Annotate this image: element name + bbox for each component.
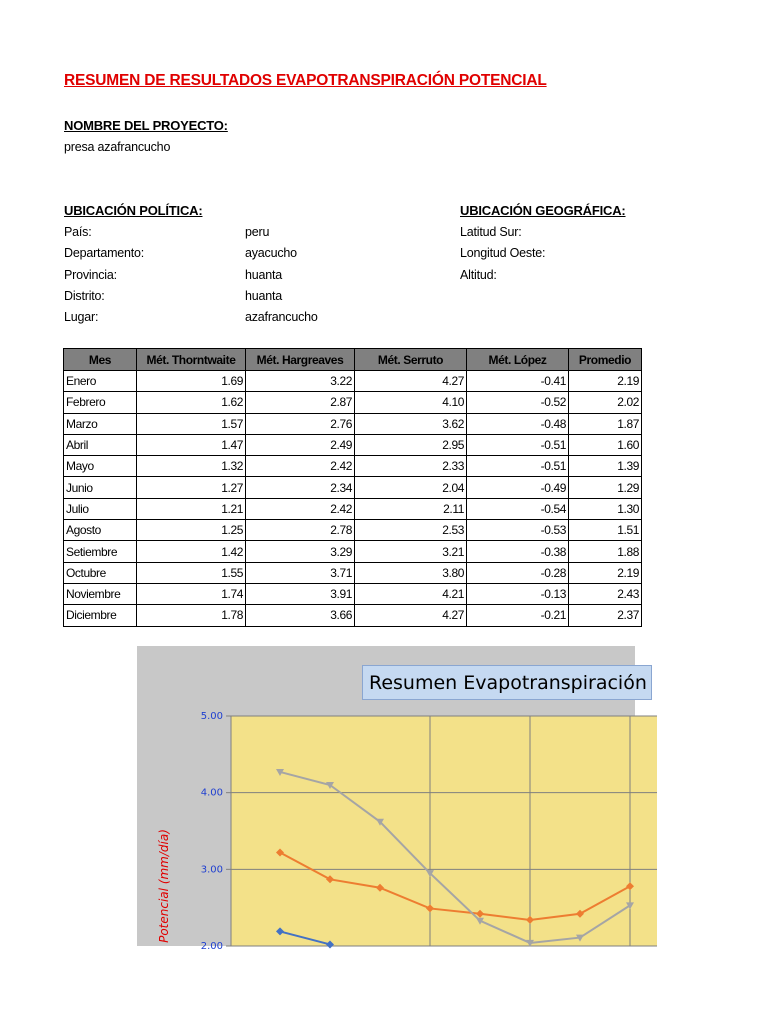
cell-lopez: -0.52 bbox=[467, 392, 569, 413]
cell-month: Octubre bbox=[64, 562, 137, 583]
cell-thornthwaite: 1.21 bbox=[137, 498, 246, 519]
results-table bbox=[63, 348, 642, 627]
cell-average: 1.60 bbox=[569, 434, 642, 455]
cell-hargreaves: 3.91 bbox=[246, 583, 355, 604]
cell-lopez: -0.48 bbox=[467, 413, 569, 434]
cell-thornthwaite: 1.32 bbox=[137, 456, 246, 477]
cell-hargreaves: 3.71 bbox=[246, 562, 355, 583]
department-value: ayacucho bbox=[245, 246, 297, 260]
cell-serruto: 2.04 bbox=[355, 477, 467, 498]
cell-serruto: 3.21 bbox=[355, 541, 467, 562]
table-row bbox=[64, 477, 642, 498]
cell-average: 1.87 bbox=[569, 413, 642, 434]
y-tick-label: 5.00 bbox=[200, 711, 223, 722]
cell-thornthwaite: 1.69 bbox=[137, 371, 246, 392]
cell-month: Julio bbox=[64, 498, 137, 519]
cell-lopez: -0.41 bbox=[467, 371, 569, 392]
table-row bbox=[64, 498, 642, 519]
cell-serruto: 2.95 bbox=[355, 434, 467, 455]
cell-serruto: 4.10 bbox=[355, 392, 467, 413]
cell-thornthwaite: 1.25 bbox=[137, 520, 246, 541]
altitude-label: Altitud: bbox=[460, 268, 497, 282]
cell-lopez: -0.54 bbox=[467, 498, 569, 519]
col-header-lopez: Mét. López bbox=[467, 349, 569, 371]
y-tick-label: 2.00 bbox=[200, 941, 223, 952]
cell-lopez: -0.28 bbox=[467, 562, 569, 583]
col-header-serruto: Mét. Serruto bbox=[355, 349, 467, 371]
department-label: Departamento: bbox=[64, 246, 145, 260]
province-label: Provincia: bbox=[64, 268, 117, 282]
geographic-location-label: UBICACIÓN GEOGRÁFICA: bbox=[460, 203, 626, 218]
y-axis-label: Potencial (mm/día) bbox=[157, 829, 171, 943]
col-header-thornthwaite: Mét. Thorntwaite bbox=[137, 349, 246, 371]
cell-month: Noviembre bbox=[64, 583, 137, 604]
cell-month: Agosto bbox=[64, 520, 137, 541]
table-row bbox=[64, 371, 642, 392]
cell-lopez: -0.13 bbox=[467, 583, 569, 604]
cell-serruto: 4.27 bbox=[355, 371, 467, 392]
cell-thornthwaite: 1.74 bbox=[137, 583, 246, 604]
cell-lopez: -0.51 bbox=[467, 456, 569, 477]
latitude-label: Latitud Sur: bbox=[460, 225, 522, 239]
chart-title: Resumen Evapotranspiración bbox=[362, 665, 652, 700]
cell-lopez: -0.49 bbox=[467, 477, 569, 498]
country-label: País: bbox=[64, 225, 92, 239]
evapotranspiration-chart bbox=[137, 646, 647, 952]
col-header-month: Mes bbox=[64, 349, 137, 371]
place-label: Lugar: bbox=[64, 310, 99, 324]
cell-month: Enero bbox=[64, 371, 137, 392]
table-row bbox=[64, 392, 642, 413]
table-row bbox=[64, 434, 642, 455]
y-tick-label: 3.00 bbox=[200, 864, 223, 876]
cell-hargreaves: 2.87 bbox=[246, 392, 355, 413]
plot-area bbox=[231, 716, 657, 946]
district-label: Distrito: bbox=[64, 289, 105, 303]
cell-hargreaves: 2.76 bbox=[246, 413, 355, 434]
cell-hargreaves: 3.66 bbox=[246, 605, 355, 626]
cell-lopez: -0.21 bbox=[467, 605, 569, 626]
cell-thornthwaite: 1.78 bbox=[137, 605, 246, 626]
cell-thornthwaite: 1.27 bbox=[137, 477, 246, 498]
cell-thornthwaite: 1.47 bbox=[137, 434, 246, 455]
province-value: huanta bbox=[245, 268, 283, 282]
cell-month: Marzo bbox=[64, 413, 137, 434]
cell-month: Abril bbox=[64, 434, 137, 455]
cell-lopez: -0.38 bbox=[467, 541, 569, 562]
cell-hargreaves: 2.34 bbox=[246, 477, 355, 498]
cell-thornthwaite: 1.62 bbox=[137, 392, 246, 413]
table-row bbox=[64, 583, 642, 604]
country-value: peru bbox=[245, 225, 270, 239]
cell-thornthwaite: 1.42 bbox=[137, 541, 246, 562]
cell-serruto: 2.33 bbox=[355, 456, 467, 477]
cell-month: Diciembre bbox=[64, 605, 137, 626]
cell-thornthwaite: 1.57 bbox=[137, 413, 246, 434]
cell-average: 1.51 bbox=[569, 520, 642, 541]
cell-lopez: -0.53 bbox=[467, 520, 569, 541]
cell-average: 2.02 bbox=[569, 392, 642, 413]
cell-serruto: 4.27 bbox=[355, 605, 467, 626]
cell-hargreaves: 2.49 bbox=[246, 434, 355, 455]
table-header-row bbox=[64, 349, 642, 371]
cell-hargreaves: 2.42 bbox=[246, 456, 355, 477]
col-header-average: Promedio bbox=[569, 349, 642, 371]
table-body bbox=[64, 371, 642, 627]
cell-serruto: 2.53 bbox=[355, 520, 467, 541]
cell-serruto: 3.80 bbox=[355, 562, 467, 583]
cell-average: 2.19 bbox=[569, 562, 642, 583]
cell-hargreaves: 2.78 bbox=[246, 520, 355, 541]
cell-month: Febrero bbox=[64, 392, 137, 413]
cell-hargreaves: 3.29 bbox=[246, 541, 355, 562]
cell-average: 1.29 bbox=[569, 477, 642, 498]
cell-average: 2.19 bbox=[569, 371, 642, 392]
project-label: NOMBRE DEL PROYECTO: bbox=[64, 118, 228, 133]
project-name: presa azafrancucho bbox=[64, 140, 171, 154]
cell-serruto: 2.11 bbox=[355, 498, 467, 519]
political-location-label: UBICACIÓN POLÍTICA: bbox=[64, 203, 203, 218]
district-value: huanta bbox=[245, 289, 283, 303]
report-title: RESUMEN DE RESULTADOS EVAPOTRANSPIRACIÓN POTENCIAL bbox=[64, 72, 547, 89]
cell-average: 1.30 bbox=[569, 498, 642, 519]
cell-thornthwaite: 1.55 bbox=[137, 562, 246, 583]
table-row bbox=[64, 520, 642, 541]
cell-lopez: -0.51 bbox=[467, 434, 569, 455]
cell-serruto: 3.62 bbox=[355, 413, 467, 434]
cell-average: 1.39 bbox=[569, 456, 642, 477]
cell-month: Mayo bbox=[64, 456, 137, 477]
table-row bbox=[64, 413, 642, 434]
cell-average: 1.88 bbox=[569, 541, 642, 562]
cell-month: Junio bbox=[64, 477, 137, 498]
longitude-label: Longitud Oeste: bbox=[460, 246, 546, 260]
col-header-hargreaves: Mét. Hargreaves bbox=[246, 349, 355, 371]
cell-serruto: 4.21 bbox=[355, 583, 467, 604]
cell-hargreaves: 3.22 bbox=[246, 371, 355, 392]
cell-hargreaves: 2.42 bbox=[246, 498, 355, 519]
cell-average: 2.37 bbox=[569, 605, 642, 626]
table-row bbox=[64, 456, 642, 477]
table-row bbox=[64, 541, 642, 562]
place-value: azafrancucho bbox=[245, 310, 318, 324]
cell-average: 2.43 bbox=[569, 583, 642, 604]
table-row bbox=[64, 605, 642, 626]
cell-month: Setiembre bbox=[64, 541, 137, 562]
y-tick-label: 4.00 bbox=[200, 787, 223, 799]
table-row bbox=[64, 562, 642, 583]
